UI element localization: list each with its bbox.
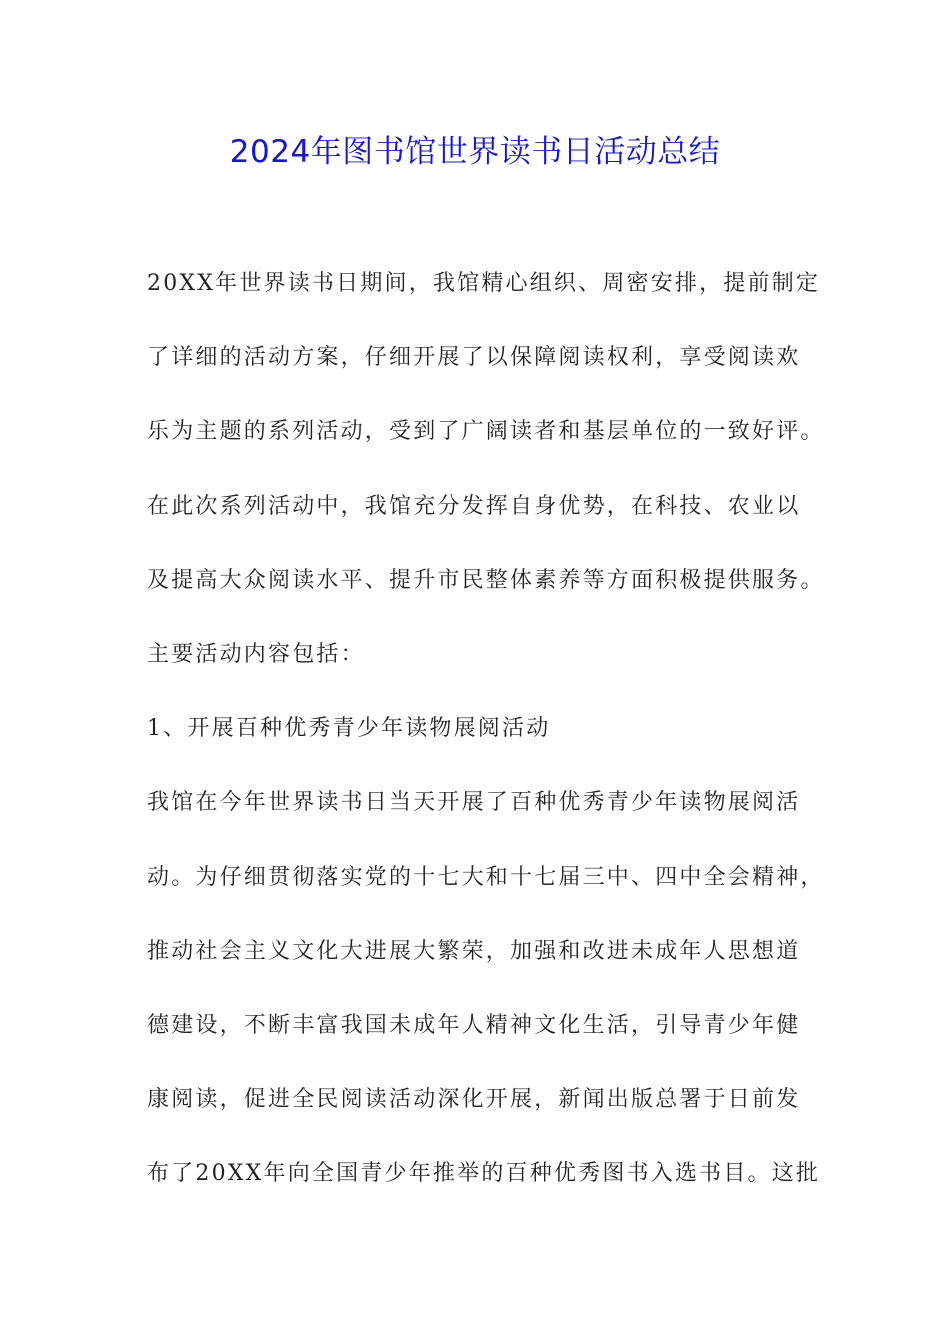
paragraph-line: 推动社会主义文化大进展大繁荣，加强和改进未成年人思想道 (147, 938, 801, 964)
document-body (147, 260, 847, 1224)
paragraph-line: 及提高大众阅读水平、提升市民整体素养等方面积极提供服务。 (147, 567, 825, 593)
paragraph-line: 布了20XX年向全国青少年推举的百种优秀图书入选书目。这批 (147, 1161, 821, 1187)
section-heading: 1、开展百种优秀青少年读物展阅活动 (147, 716, 551, 742)
section-intro-line: 主要活动内容包括： (147, 641, 365, 667)
paragraph-line: 了详细的活动方案，仔细开展了以保障阅读权利，享受阅读欢 (147, 345, 801, 371)
paragraph-line: 德建设，不断丰富我国未成年人精神文化生活，引导青少年健 (147, 1012, 801, 1038)
paragraph-line: 我馆在今年世界读书日当天开展了百种优秀青少年读物展阅活 (147, 790, 801, 816)
document-title: 2024年图书馆世界读书日活动总结 (229, 134, 721, 170)
paragraph-line: 在此次系列活动中，我馆充分发挥自身优势，在科技、农业以 (147, 493, 801, 519)
paragraph-line: 康阅读，促进全民阅读活动深化开展，新闻出版总署于日前发 (147, 1087, 801, 1113)
paragraph-line: 动。为仔细贯彻落实党的十七大和十七届三中、四中全会精神， (147, 864, 825, 890)
paragraph-line: 乐为主题的系列活动，受到了广阔读者和基层单位的一致好评。 (147, 419, 825, 445)
paragraph-line: 20XX年世界读书日期间，我馆精心组织、周密安排，提前制定 (147, 271, 821, 296)
